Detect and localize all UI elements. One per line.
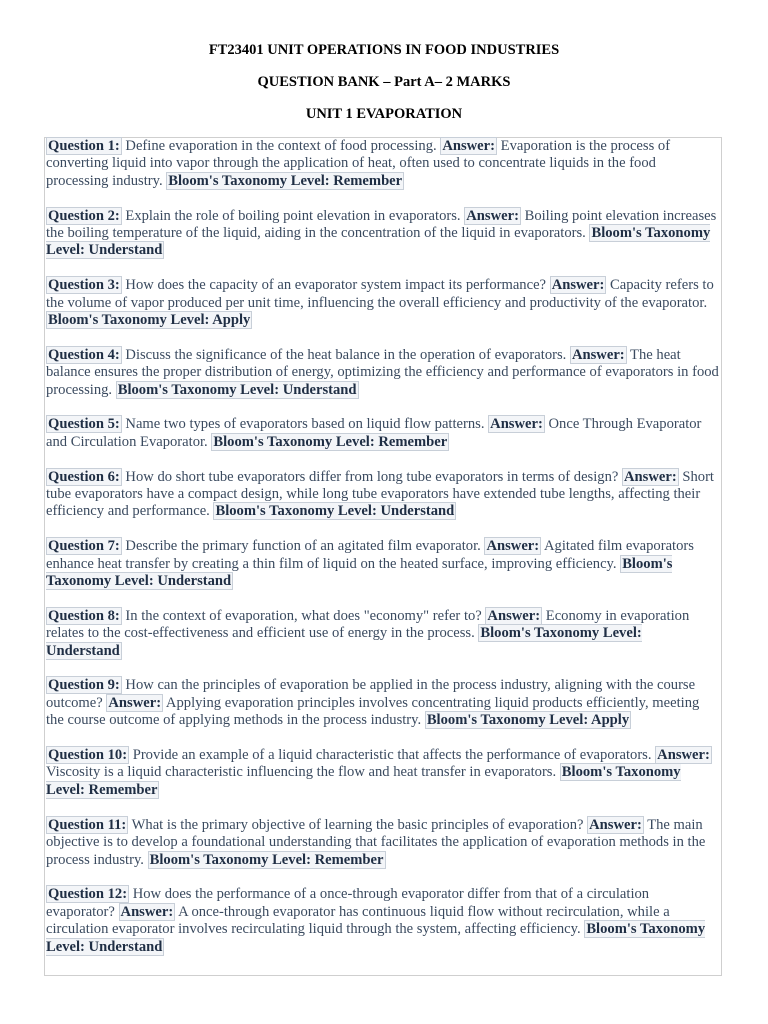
answer-label: Answer: bbox=[551, 277, 605, 294]
bloom-level: Bloom's Taxonomy Level: Apply bbox=[48, 312, 251, 329]
bloom-level: Bloom's Taxonomy Level: Understand bbox=[117, 381, 357, 398]
question-item bbox=[46, 747, 720, 799]
bloom-level: Bloom's Taxonomy Level: Understand bbox=[46, 225, 711, 259]
question-text: How do short tube evaporators differ from long tube evaporators in terms of design? bbox=[121, 468, 623, 485]
answer-text: The main objective is to develop a foundational understanding that facilitates the application of evaporation methods in the process industry. bbox=[46, 816, 706, 868]
answer-label: Answer: bbox=[571, 346, 625, 363]
bloom-level: Bloom's Taxonomy Level: Apply bbox=[426, 712, 630, 729]
question-text: Define evaporation in the context of food processing. bbox=[121, 138, 441, 154]
answer-text: Viscosity is a liquid characteristic influencing the flow and heat transfer in evaporators. bbox=[46, 764, 560, 781]
question-item bbox=[46, 886, 720, 956]
bloom-level: Bloom's Taxonomy Level: Understand bbox=[46, 921, 706, 955]
bloom-level: Bloom's Taxonomy Level: Remember bbox=[149, 851, 384, 868]
question-label: Question 6: bbox=[48, 468, 120, 485]
unit-title: UNIT 1 EVAPORATION bbox=[305, 106, 463, 122]
question-text: Provide an example of a liquid characteristic that affects the performance of evaporators. bbox=[129, 747, 656, 764]
answer-label: Answer: bbox=[490, 416, 543, 433]
question-label: Question 10: bbox=[48, 747, 128, 764]
course-title: FT23401 UNIT OPERATIONS IN FOOD INDUSTRIES bbox=[208, 42, 560, 58]
question-item bbox=[46, 817, 720, 869]
answer-text: Applying evaporation principles involves concentrating liquid products efficiently, meeting the course outcome of applying methods in the process industry. bbox=[46, 694, 700, 729]
question-label: Question 7: bbox=[48, 538, 120, 555]
answer-label: Answer: bbox=[442, 138, 496, 154]
question-item bbox=[46, 608, 720, 660]
question-item bbox=[46, 469, 720, 521]
bloom-level: Bloom's Taxonomy Level: Remember bbox=[213, 433, 448, 450]
answer-label: Answer: bbox=[657, 747, 710, 764]
question-text: How can the principles of evaporation be applied in the process industry, aligning with the course outcome? bbox=[46, 677, 696, 711]
bloom-level: Bloom's Taxonomy Level: Understand bbox=[46, 625, 642, 659]
question-item bbox=[46, 277, 720, 329]
question-item bbox=[46, 416, 720, 451]
question-text: In the context of evaporation, what does "economy" refer to? bbox=[121, 607, 486, 624]
question-text: Explain the role of boiling point elevation in evaporators. bbox=[121, 207, 465, 224]
question-text: How does the performance of a once-through evaporator differ from that of a circulation evaporator? bbox=[46, 886, 650, 920]
bloom-level: Bloom's Taxonomy Level: Understand bbox=[215, 503, 455, 520]
answer-text: Short tube evaporators have a compact design, while long tube evaporators have extended tube lengths, affecting their efficiency and performance. bbox=[46, 468, 714, 520]
bloom-level: Bloom's Taxonomy Level: Remember bbox=[168, 172, 403, 189]
bloom-level: Bloom's Taxonomy Level: Remember bbox=[46, 764, 681, 798]
question-item bbox=[46, 347, 720, 399]
question-text: How does the capacity of an evaporator system impact its performance? bbox=[121, 277, 550, 294]
answer-label: Answer: bbox=[487, 607, 541, 624]
question-item bbox=[46, 677, 720, 729]
question-item bbox=[46, 138, 720, 190]
answer-label: Answer: bbox=[120, 903, 174, 920]
question-text: Name two types of evaporators based on liquid flow patterns. bbox=[121, 416, 489, 433]
answer-text: Agitated film evaporators enhance heat transfer by creating a thin film of liquid on the heated surface, improving efficiency. bbox=[46, 538, 694, 572]
answer-label: Answer: bbox=[108, 694, 162, 711]
answer-text: The heat balance ensures the proper distribution of energy, optimizing the efficiency and performance of evaporators in food processing. bbox=[46, 346, 719, 398]
answer-text: Boiling point elevation increases the boiling temperature of the liquid, aiding in the concentration of the liquid in evaporators. bbox=[46, 207, 717, 242]
answer-text: Capacity refers to the volume of vapor produced per unit time, influencing the overall efficiency and productivity of the evaporator. bbox=[46, 277, 714, 311]
question-label: Question 12: bbox=[48, 886, 128, 903]
answer-label: Answer: bbox=[466, 207, 519, 224]
question-text: Discuss the significance of the heat balance in the operation of evaporators. bbox=[121, 346, 570, 363]
question-text: Describe the primary function of an agitated film evaporator. bbox=[121, 538, 485, 555]
answer-text: Evaporation is the process of converting liquid into vapor through the application of heat, often used to concentrate liquids in the food processing industry. bbox=[46, 138, 671, 189]
question-label: Question 9: bbox=[48, 677, 120, 694]
question-label: Question 1: bbox=[48, 138, 120, 154]
question-item bbox=[46, 208, 720, 260]
question-bank-subtitle: QUESTION BANK – Part A– 2 MARKS bbox=[257, 74, 511, 90]
question-label: Question 8: bbox=[48, 607, 120, 624]
question-label: Question 2: bbox=[48, 207, 120, 224]
answer-label: Answer: bbox=[589, 816, 642, 833]
answer-label: Answer: bbox=[624, 468, 677, 485]
answer-text: A once-through evaporator has continuous liquid flow without recirculation, while a circulation evaporator involves recirculating liquid through the system, affecting efficiency. bbox=[46, 903, 670, 938]
answer-label: Answer: bbox=[486, 538, 540, 555]
question-label: Question 4: bbox=[48, 346, 120, 363]
question-label: Question 11: bbox=[48, 816, 127, 833]
question-text: What is the primary objective of learning the basic principles of evaporation? bbox=[128, 816, 588, 833]
question-item bbox=[46, 538, 720, 590]
answer-text: Economy in evaporation relates to the cost-effectiveness and efficient use of energy in the process. bbox=[46, 607, 690, 642]
answer-text: Once Through Evaporator and Circulation Evaporator. bbox=[46, 416, 702, 450]
question-label: Question 5: bbox=[48, 416, 120, 433]
question-list bbox=[44, 137, 722, 976]
question-label: Question 3: bbox=[48, 277, 120, 294]
bloom-level: Bloom's Taxonomy Level: Understand bbox=[46, 555, 673, 590]
